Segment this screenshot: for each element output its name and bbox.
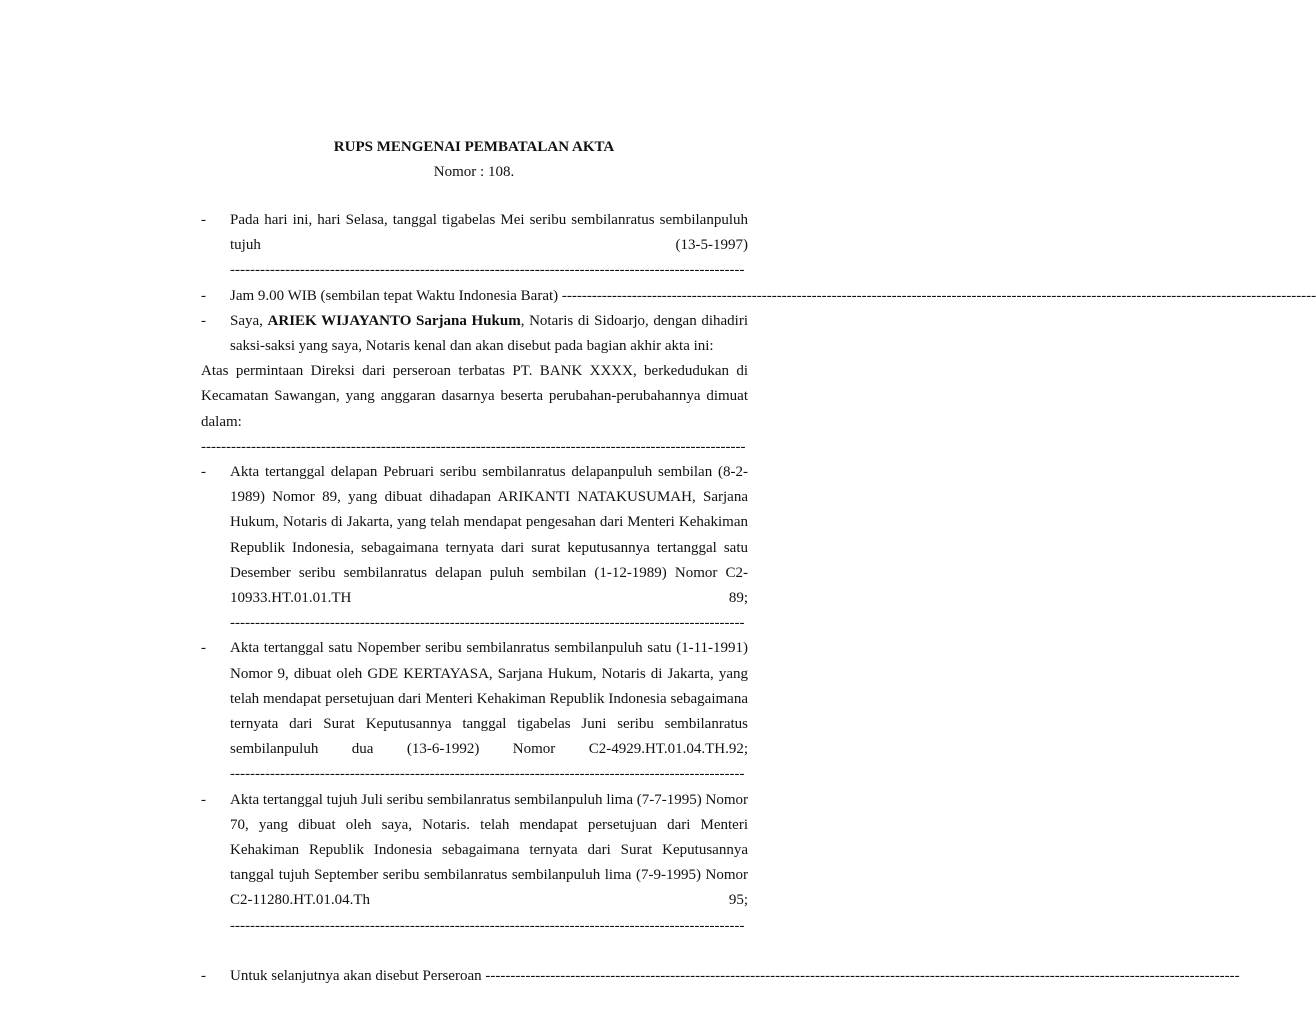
- bullet-dash: -: [201, 640, 206, 657]
- bullet-dash: -: [201, 287, 206, 304]
- bullet-dash: -: [201, 791, 206, 808]
- paragraph-deed-1991: [201, 636, 748, 787]
- paragraph-company-text: Untuk selanjutnya akan disebut Perseroan: [230, 967, 482, 984]
- paragraph-company: [201, 964, 1240, 989]
- paragraph-deed-1995-text: Akta tertanggal tujuh Juli seribu sembilanratus sembilanpuluh lima (7-7-1995) Nomor 70, yang dibuat oleh saya, Notaris. telah mendapat persetujuan dari Menteri Kehakiman Republik Indonesia sebagaimana ternyata dari Surat Keputusannya tanggal tujuh September seribu sembilanratus sembilanpuluh lima (7-9-1995) Nomor C2-11280.HT.01.04.Th 95;: [230, 791, 748, 909]
- paragraph-request-text: Atas permintaan Direksi dari perseroan terbatas PT. BANK XXXX, berkedudukan di Kecamatan Sawangan, yang anggaran dasarnya beserta perubahan-perubahannya dimuat dalam:: [201, 363, 748, 430]
- dash-filler: -------------------------------------------------------------------------------------------------------: [230, 766, 745, 783]
- paragraph-deed-1989-text: Akta tertanggal delapan Pebruari seribu sembilanratus delapanpuluh sembilan (8-2-1989) Nomor 89, yang dibuat dihadapan ARIKANTI NATAKUSUMAH, Sarjana Hukum, Notaris di Jakarta, yang telah mendapat pengesahan dari Menteri Kehakiman Republik Indonesia, sebagaimana ternyata dari surat keputusannya tertanggal satu Desember seribu sembilanratus delapan puluh sembilan (1-12-1989) Nomor C2-10933.HT.01.01.TH 89;: [230, 464, 748, 607]
- document-body: [201, 208, 1316, 989]
- paragraph-time: [201, 284, 1316, 309]
- paragraph-time-text: Jam 9.00 WIB (sembilan tepat Waktu Indonesia Barat): [230, 287, 559, 304]
- dash-filler: -------------------------------------------------------------------------------------------------------------------------------------------------------: [561, 287, 1316, 304]
- bullet-dash: -: [201, 967, 206, 984]
- paragraph-gap: [201, 939, 748, 964]
- notary-name: ARIEK WIJAYANTO Sarjana Hukum: [267, 312, 521, 329]
- paragraph-deed-1991-text: Akta tertanggal satu Nopember seribu sembilanratus sembilanpuluh satu (1-11-1991) Nomor 9, dibuat oleh GDE KERTAYASA, Sarjana Hukum, Notaris di Jakarta, yang telah mendapat persetujuan dari Menteri Kehakiman Republik Indonesia sebagaimana ternyata dari Surat Keputusannya tanggal tigabelas Juni seribu sembilanratus sembilanpuluh dua (13-6-1992) Nomor C2-4929.HT.01.04.TH.92;: [230, 640, 748, 758]
- bullet-dash: -: [201, 312, 206, 329]
- paragraph-date: [201, 208, 748, 284]
- paragraph-notary: [201, 309, 748, 359]
- bullet-dash: -: [201, 212, 206, 228]
- paragraph-deed-1995: [201, 788, 748, 939]
- document-number: Nomor : 108.: [433, 164, 515, 180]
- paragraph-request: [201, 359, 748, 460]
- paragraph-notary-pre: Saya,: [230, 312, 268, 329]
- dash-filler: -------------------------------------------------------------------------------------------------------: [230, 262, 745, 279]
- paragraph-date-text: Pada hari ini, hari Selasa, tanggal tigabelas Mei seribu sembilanratus sembilanpuluh tujuh (13-5-1997): [230, 212, 748, 254]
- dash-filler: -------------------------------------------------------------------------------------------------------------------------------------------------------: [485, 967, 1240, 984]
- paragraph-deed-1989: [201, 460, 748, 636]
- dash-filler: -------------------------------------------------------------------------------------------------------: [230, 615, 745, 632]
- dash-filler: -------------------------------------------------------------------------------------------------------------: [201, 438, 746, 455]
- paragraph-notary-post: , Notaris di Sidoarjo, dengan dihadiri saksi-saksi yang saya, Notaris kenal dan akan disebut pada bagian akhir akta ini:: [230, 312, 748, 355]
- bullet-dash: -: [201, 464, 206, 481]
- dash-filler: -------------------------------------------------------------------------------------------------------: [230, 917, 745, 934]
- document-title: RUPS MENGENAI PEMBATALAN AKTA: [333, 139, 615, 155]
